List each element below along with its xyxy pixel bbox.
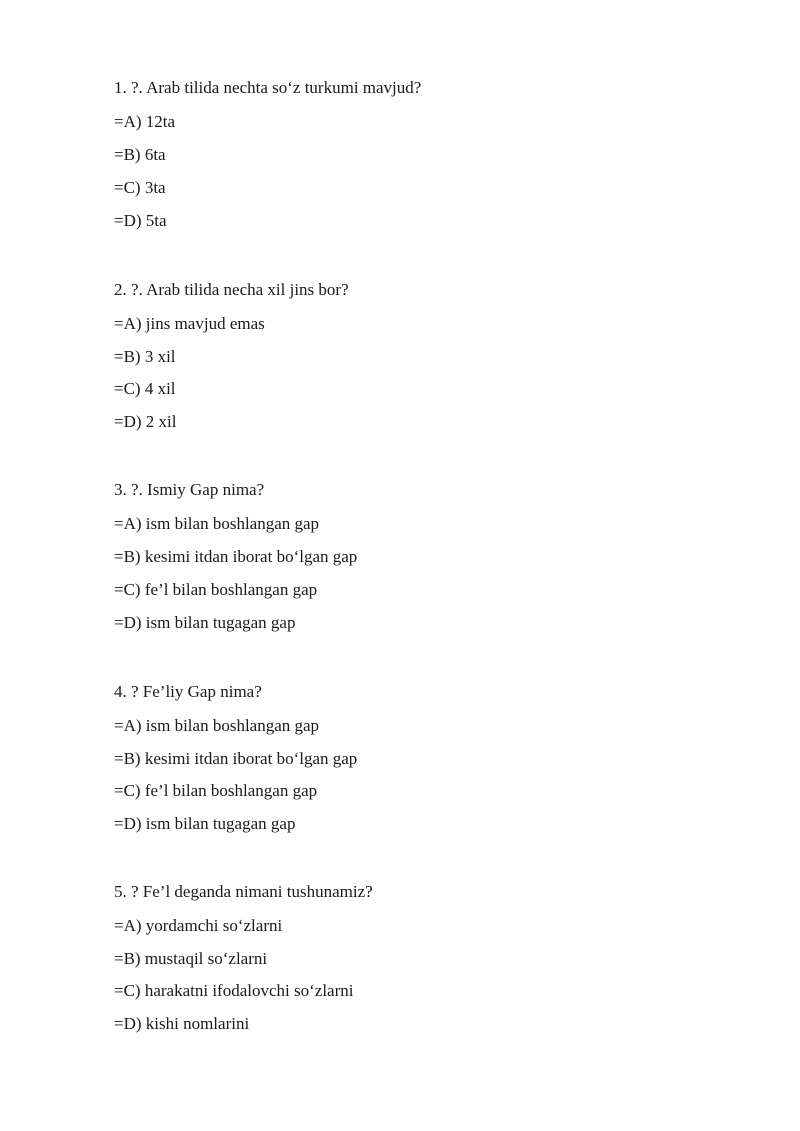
option-a: =A) ism bilan boshlangan gap bbox=[114, 716, 320, 735]
option-a: =A) jins mavjud emas bbox=[114, 314, 265, 333]
question-3 bbox=[114, 476, 734, 642]
question-5 bbox=[114, 878, 734, 1042]
option-d: =D) kishi nomlarini bbox=[114, 1013, 250, 1033]
spacer bbox=[114, 240, 734, 276]
question-1 bbox=[114, 74, 734, 240]
question-2 bbox=[114, 276, 734, 440]
option-c: =C) 4 xil bbox=[114, 379, 176, 398]
spacer bbox=[114, 642, 734, 678]
question-text: 3. ?. Ismiy Gap nima? bbox=[114, 480, 265, 499]
option-b: =B) 6ta bbox=[114, 145, 166, 164]
option-a: =A) yordamchi so‘zlarni bbox=[114, 916, 283, 935]
option-a: =A) ism bilan boshlangan gap bbox=[114, 514, 320, 533]
option-d: =D) 2 xil bbox=[114, 411, 177, 431]
option-c: =C) fe’l bilan boshlangan gap bbox=[114, 781, 318, 800]
option-c: =C) 3ta bbox=[114, 178, 166, 197]
option-b: =B) kesimi itdan iborat bo‘lgan gap bbox=[114, 748, 358, 768]
spacer bbox=[114, 440, 734, 476]
spacer bbox=[114, 842, 734, 878]
question-text: 1. ?. Arab tilida nechta so‘z turkumi mavjud? bbox=[114, 78, 422, 97]
question-text: 2. ?. Arab tilida necha xil jins bor? bbox=[114, 280, 349, 299]
option-a: =A) 12ta bbox=[114, 112, 176, 131]
option-c: =C) fe’l bilan boshlangan gap bbox=[114, 580, 318, 599]
option-d: =D) 5ta bbox=[114, 211, 167, 230]
question-4 bbox=[114, 678, 734, 842]
option-c: =C) harakatni ifodalovchi so‘zlarni bbox=[114, 981, 354, 1000]
option-d: =D) ism bilan tugagan gap bbox=[114, 613, 296, 632]
question-text: 4. ? Fe’liy Gap nima? bbox=[114, 682, 262, 701]
document-page bbox=[114, 74, 734, 1042]
option-b: =B) kesimi itdan iborat bo‘lgan gap bbox=[114, 547, 358, 566]
question-text: 5. ? Fe’l deganda nimani tushunamiz? bbox=[114, 882, 373, 901]
option-b: =B) 3 xil bbox=[114, 346, 176, 366]
option-b: =B) mustaqil so‘zlarni bbox=[114, 948, 268, 968]
option-d: =D) ism bilan tugagan gap bbox=[114, 813, 296, 833]
